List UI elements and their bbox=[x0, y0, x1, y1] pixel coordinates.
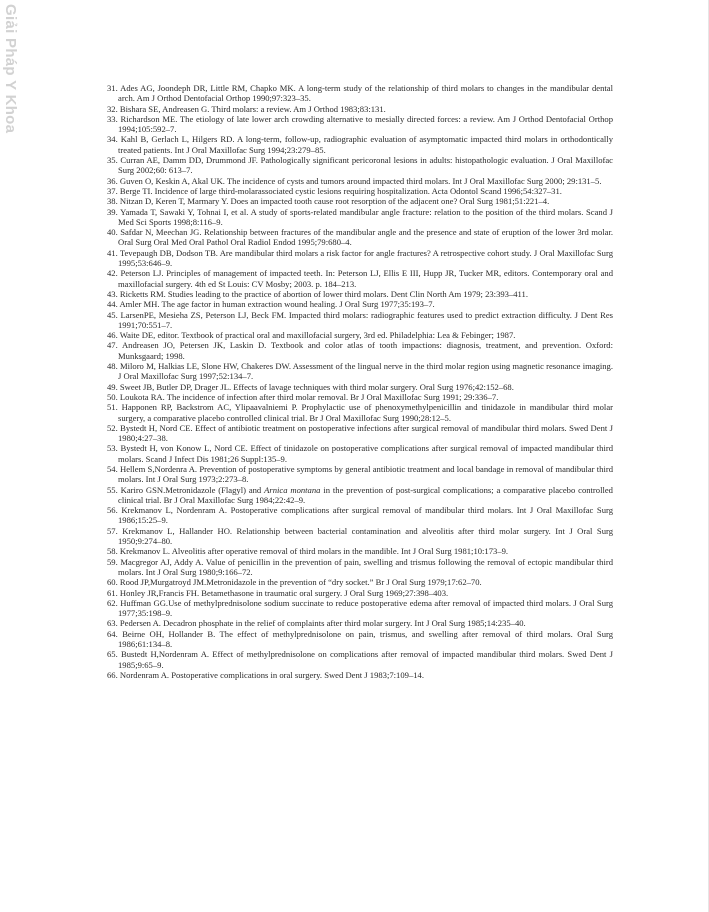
reference-item bbox=[107, 464, 613, 485]
reference-text: Richardson ME. The etiology of late lower arch crowding alternative to mesially directed forces: a review. Am J Orthod Dentofacial Orthop 1994;105:592–7. bbox=[118, 113, 613, 135]
reference-text: Pedersen A. Decadron phosphate in the relief of complaints after third molar surgery. Int J Oral Surg 1985;14:235–40. bbox=[119, 618, 526, 629]
reference-number: 53. bbox=[107, 443, 118, 454]
reference-item bbox=[107, 310, 613, 331]
reference-text: Ricketts RM. Studies leading to the practice of abortion of lower third molars. Dent Clin North Am 1979; 23:393–411. bbox=[119, 288, 528, 299]
reference-number: 52. bbox=[107, 422, 118, 433]
reference-text: Sweet JB, Butler DP, Drager JL. Effects of lavage techniques with third molar surgery. Oral Surg 1976;42:152–68. bbox=[119, 381, 514, 392]
reference-item bbox=[107, 443, 613, 464]
reference-number: 43. bbox=[107, 288, 118, 299]
reference-text: Krekmanov L, Hallander HO. Relationship between bacterial contamination and alveolitis after third molar surgery. Int J Oral Surg 1950;9:274–80. bbox=[118, 525, 613, 547]
reference-number: 58. bbox=[107, 546, 118, 557]
reference-text: Krekmanov L. Alveolitis after operative removal of third molars in the mandible. Int J Oral Surg 1981;10:173–9. bbox=[119, 546, 509, 557]
reference-number: 62. bbox=[107, 597, 118, 608]
reference-italic-term: Arnica montana bbox=[264, 484, 321, 495]
reference-item bbox=[107, 330, 613, 340]
reference-number: 33. bbox=[107, 113, 118, 124]
reference-list bbox=[107, 83, 613, 680]
reference-item bbox=[107, 248, 613, 269]
reference-item bbox=[107, 505, 613, 526]
reference-text: Yamada T, Sawaki Y, Tohnai I, et al. A study of sports-related mandibular angle fracture: relation to the position of the third molars. Scand J Med Sci Sports 1998;8:116–9. bbox=[118, 206, 613, 227]
reference-text: Honley JR,Francis FH. Betamethasone in traumatic oral surgery. J Oral Surg 1969;27:398–403. bbox=[119, 587, 449, 598]
reference-text: Safdar N, Meechan JG. Relationship between fractures of the mandibular angle and the presence and state of eruption of the lower 3rd molar. Oral Surg Oral Med Oral Pathol Oral Radiol Endod 1995;79:680–4. bbox=[118, 227, 613, 248]
reference-item bbox=[107, 649, 613, 670]
watermark-text: Giải Pháp Y Khoa bbox=[2, 4, 19, 134]
reference-item bbox=[107, 176, 613, 186]
reference-text: in the prevention of post-surgical complications; a comparative placebo controlled clinical trial. Br J Oral Maxillofac Surg 1984;22:42–9. bbox=[118, 484, 613, 505]
reference-number: 63. bbox=[107, 618, 118, 629]
reference-number: 38. bbox=[107, 196, 118, 207]
reference-item bbox=[107, 299, 613, 309]
reference-text: Bustedt H,Nordenram A. Effect of methylprednisolone on complications after removal of impacted mandibular third molars. Swed Dent J 1985;9:65–9. bbox=[118, 649, 614, 670]
reference-text: Waite DE, editor. Textbook of practical oral and maxillofacial surgery, 3rd ed. Philadelphia: Lea & Febinger; 1987. bbox=[119, 330, 516, 341]
reference-text: Nitzan D, Keren T, Marmary Y. Does an impacted tooth cause root resorption of the adjacent one? Oral Surg 1981;51:221–4. bbox=[119, 196, 550, 207]
reference-item bbox=[107, 588, 613, 598]
reference-number: 56. bbox=[107, 505, 118, 516]
reference-number: 65. bbox=[107, 649, 118, 660]
reference-text: Kahl B, Gerlach L, Hilgers RD. A long-term, follow-up, radiographic evaluation of asymptomatic impacted third molars in orthodontically treated patients. Int J Oral Maxillofac Surg 1994;23:279–85. bbox=[118, 134, 613, 155]
reference-item bbox=[107, 361, 613, 382]
reference-text: Amler MH. The age factor in human extraction wound healing. J Oral Surg 1977;35:193–7. bbox=[119, 299, 435, 310]
reference-number: 55. bbox=[107, 484, 118, 495]
reference-item bbox=[107, 629, 613, 650]
reference-text: Guven O, Keskin A, Akal UK. The incidence of cysts and tumors around impacted third molars. Int J Oral Maxillofac Surg 2000; 29:131–5. bbox=[119, 175, 602, 186]
reference-number: 57. bbox=[107, 525, 118, 536]
reference-number: 41. bbox=[107, 247, 118, 258]
reference-item bbox=[107, 196, 613, 206]
reference-item bbox=[107, 670, 613, 680]
reference-number: 42. bbox=[107, 268, 118, 279]
reference-item bbox=[107, 289, 613, 299]
reference-item bbox=[107, 423, 613, 444]
reference-text: LarsenPE, Mesieha ZS, Peterson LJ, Beck FM. Impacted third molars: radiographic features used to predict extraction difficulty. J Dent Res 1991;70:551–7. bbox=[118, 309, 613, 330]
reference-item bbox=[107, 382, 613, 392]
reference-number: 66. bbox=[107, 669, 118, 680]
reference-number: 31. bbox=[107, 83, 118, 93]
reference-text: Bystedt H, von Konow L, Nord CE. Effect of tinidazole on postoperative complications after surgical removal of impacted mandibular third molars. Scand J Infect Dis 1981;26 Suppl:135–9. bbox=[118, 443, 613, 464]
reference-number: 36. bbox=[107, 175, 118, 186]
reference-item bbox=[107, 598, 613, 619]
reference-text: Loukota RA. The incidence of infection after third molar removal. Br J Oral Maxillofac Surg 1991; 29:336–7. bbox=[119, 391, 499, 402]
reference-number: 48. bbox=[107, 361, 118, 372]
reference-text: Beirne OH, Hollander B. The effect of methylprednisolone on pain, trismus, and swelling after removal of third molars. Oral Surg 1986;61:134–8. bbox=[118, 628, 614, 650]
reference-item bbox=[107, 227, 613, 248]
reference-number: 47. bbox=[107, 340, 118, 351]
reference-item bbox=[107, 618, 613, 628]
reference-text: Happonen RP, Backstrom AC, Ylipaavalniemi P. Prophylactic use of phenoxymethylpenicillin and tinidazole in mandibular third molar surgery, a comparative placebo controlled clinical trial. Br J Oral Maxillofac Surg 1990;28:12–5. bbox=[118, 402, 613, 423]
reference-number: 49. bbox=[107, 381, 118, 392]
reference-item bbox=[107, 134, 613, 155]
reference-item bbox=[107, 546, 613, 556]
reference-text: Miloro M, Halkias LE, Slone HW, Chakeres DW. Assessment of the lingual nerve in the third molar region using magnetic resonance imaging. J Oral Maxillofac Surg 1997;52:134–7. bbox=[118, 361, 614, 382]
reference-number: 59. bbox=[107, 556, 118, 567]
reference-number: 61. bbox=[107, 587, 118, 598]
reference-text: Krekmanov L, Nordenram A. Postoperative complications after surgical removal of mandibular third molars. Int J Oral Maxillofac Surg 1986;15:25–9. bbox=[118, 505, 613, 526]
reference-item bbox=[107, 114, 613, 135]
reference-number: 40. bbox=[107, 227, 118, 238]
reference-text: Peterson LJ. Principles of management of impacted teeth. In: Peterson LJ, Ellis E III, Hupp JR, Tucker MR, editors. Contemporary oral and maxillofacial surgery. 4th ed St Louis: CV Mosby; 2003. p. 184–213. bbox=[118, 268, 613, 289]
reference-text: Hellem S,Nordenra A. Prevention of postoperative symptoms by general antibiotic treatment and local bandage in removal of mandibular third molars. Int J Oral Surg 1973;2:273–8. bbox=[118, 463, 614, 485]
reference-text: Andreasen JO, Petersen JK, Laskin D. Textbook and color atlas of tooth impactions: diagnosis, treatment, and prevention. Oxford: Munksgaard; 1998. bbox=[118, 340, 613, 361]
reference-number: 32. bbox=[107, 103, 118, 114]
reference-number: 64. bbox=[107, 628, 118, 639]
reference-number: 44. bbox=[107, 299, 118, 310]
reference-item bbox=[107, 104, 613, 114]
reference-item bbox=[107, 186, 613, 196]
reference-text: Macgregor AJ, Addy A. Value of penicillin in the prevention of pain, swelling and trismus following the removal of ectopic mandibular third molars. Int J Oral Surg 1980;9:166–72. bbox=[118, 556, 613, 577]
reference-item bbox=[107, 526, 613, 547]
reference-text: Tevepaugh DB, Dodson TB. Are mandibular third molars a risk factor for angle fractures? A retrospective cohort study. J Oral Maxillofac Surg 1995;53:646–9. bbox=[118, 247, 613, 269]
reference-item bbox=[107, 557, 613, 578]
reference-number: 34. bbox=[107, 134, 118, 145]
reference-number: 60. bbox=[107, 577, 118, 588]
reference-number: 35. bbox=[107, 155, 118, 166]
reference-text: Rood JP,Murgatroyd JM.Metronidazole in the prevention of “dry socket.” Br J Oral Surg 1979;17:62–70. bbox=[119, 577, 482, 588]
reference-number: 37. bbox=[107, 185, 118, 196]
reference-item bbox=[107, 402, 613, 423]
reference-item bbox=[107, 485, 613, 506]
reference-item bbox=[107, 392, 613, 402]
reference-number: 46. bbox=[107, 330, 118, 341]
reference-number: 39. bbox=[107, 206, 118, 217]
reference-number: 54. bbox=[107, 463, 118, 474]
reference-number: 45. bbox=[107, 309, 118, 320]
reference-text: Ades AG, Joondeph DR, Little RM, Chapko MK. A long-term study of the relationship of third molars to changes in the mandibular dental arch. Am J Orthod Dentofacial Orthop 1990;97:323–35. bbox=[118, 83, 613, 104]
reference-text: Bystedt H, Nord CE. Effect of antibiotic treatment on postoperative infections after surgical removal of mandibular third molars. Swed Dent J 1980;4:27–38. bbox=[118, 422, 613, 444]
reference-item bbox=[107, 268, 613, 289]
reference-number: 50. bbox=[107, 391, 118, 402]
reference-text: Kariro GSN.Metronidazole (Flagyl) and bbox=[120, 484, 265, 495]
reference-text: Curran AE, Damm DD, Drummond JF. Pathologically significant pericoronal lesions in adults: histopathologic evaluation. J Oral Maxillofac Surg 2002;60: 613–7. bbox=[118, 155, 613, 176]
reference-item bbox=[107, 577, 613, 587]
reference-text: Bishara SE, Andreasen G. Third molars: a review. Am J Orthod 1983;83:131. bbox=[119, 103, 386, 114]
reference-item bbox=[107, 83, 613, 104]
reference-text: Huffman GG.Use of methylprednisolone sodium succinate to reduce postoperative edema after removal of impacted third molars. J Oral Surg 1977;35:198–9. bbox=[118, 597, 613, 619]
reference-item bbox=[107, 155, 613, 176]
reference-text: Nordenram A. Postoperative complications in oral surgery. Swed Dent J 1983;7:109–14. bbox=[119, 669, 424, 680]
reference-item bbox=[107, 207, 613, 228]
reference-text: Berge TI. Incidence of large third-molarassociated cystic lesions requiring hospitalization. Acta Odontol Scand 1996;54:327–31. bbox=[119, 185, 562, 196]
reference-item bbox=[107, 340, 613, 361]
reference-number: 51. bbox=[107, 402, 118, 413]
